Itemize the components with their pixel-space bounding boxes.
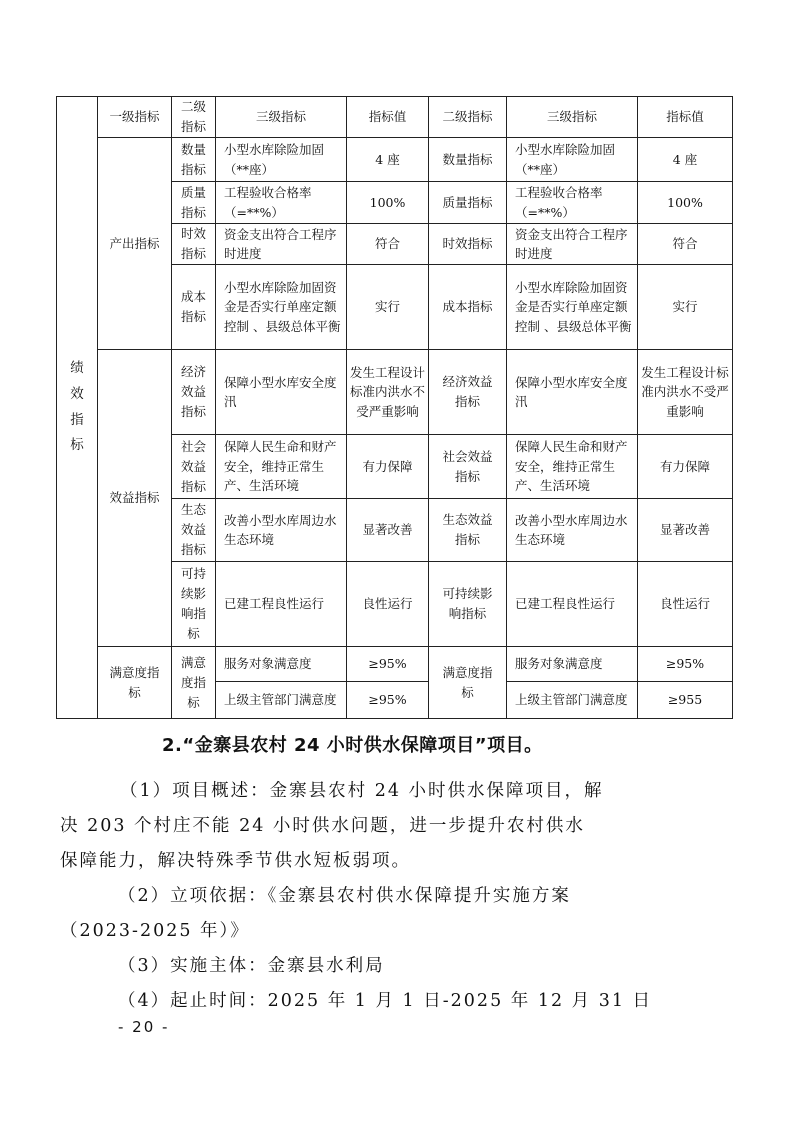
paragraph-line: （2）立项依据：《金寨县农村供水保障提升实施方案 bbox=[118, 886, 571, 906]
level2-a-cell: 时效指标 bbox=[172, 224, 216, 265]
paragraph-basis bbox=[60, 879, 678, 949]
level3-a-cell: 改善小型水库周边水生态环境 bbox=[216, 499, 347, 562]
value-b-cell: 符合 bbox=[638, 224, 733, 265]
value-b-cell: 显著改善 bbox=[638, 499, 733, 562]
level2-a-cell: 社会效益指标 bbox=[172, 435, 216, 499]
page-number: - 20 - bbox=[118, 1018, 170, 1036]
value-a-cell: 100% bbox=[347, 182, 429, 224]
table-row bbox=[57, 350, 733, 435]
value-a-cell: ≥95% bbox=[347, 647, 429, 682]
outer-label: 绩效指标 bbox=[70, 360, 84, 454]
level2-b-cell: 生态效益指标 bbox=[429, 499, 507, 562]
level3-a-cell: 资金支出符合工程序时进度 bbox=[216, 224, 347, 265]
level3-a-cell: 服务对象满意度 bbox=[216, 647, 347, 682]
paragraph-line: 决 203 个村庄不能 24 小时供水问题，进一步提升农村供水 bbox=[60, 816, 585, 836]
level3-a-cell: 小型水库除险加固资金是否实行单座定额控制 、县级总体平衡 bbox=[216, 265, 347, 350]
value-a-cell: 4 座 bbox=[347, 138, 429, 182]
value-a-cell: ≥95% bbox=[347, 682, 429, 719]
paragraph-line: 保障能力，解决特殊季节供水短板弱项。 bbox=[60, 851, 411, 871]
level2-a-cell: 质量指标 bbox=[172, 182, 216, 224]
value-b-cell: 100% bbox=[638, 182, 733, 224]
value-a-cell: 有力保障 bbox=[347, 435, 429, 499]
value-a-cell: 良性运行 bbox=[347, 562, 429, 647]
level2-a-cell: 数量指标 bbox=[172, 138, 216, 182]
level1-cell: 产出指标 bbox=[98, 138, 172, 350]
level3-a-cell: 上级主管部门满意度 bbox=[216, 682, 347, 719]
header-value-b: 指标值 bbox=[638, 97, 733, 138]
level2-b-cell: 社会效益指标 bbox=[429, 435, 507, 499]
header-level3-b: 三级指标 bbox=[507, 97, 638, 138]
level3-b-cell: 上级主管部门满意度 bbox=[507, 682, 638, 719]
level1-cell: 效益指标 bbox=[98, 350, 172, 647]
value-a-cell: 显著改善 bbox=[347, 499, 429, 562]
level2-b-cell: 数量指标 bbox=[429, 138, 507, 182]
header-value-a: 指标值 bbox=[347, 97, 429, 138]
level3-a-cell: 小型水库除险加固（**座） bbox=[216, 138, 347, 182]
level2-b-cell: 可持续影响指标 bbox=[429, 562, 507, 647]
level2-a-cell: 满意度指标 bbox=[172, 647, 216, 719]
table-row bbox=[57, 647, 733, 682]
paragraph-subject bbox=[118, 949, 678, 984]
level2-b-cell: 质量指标 bbox=[429, 182, 507, 224]
performance-indicator-table bbox=[56, 96, 733, 719]
level2-b-cell: 满意度指标 bbox=[429, 647, 507, 719]
level3-b-cell: 小型水库除险加固资金是否实行单座定额控制 、县级总体平衡 bbox=[507, 265, 638, 350]
value-b-cell: 良性运行 bbox=[638, 562, 733, 647]
level2-b-cell: 时效指标 bbox=[429, 224, 507, 265]
level3-b-cell: 保障小型水库安全度汛 bbox=[507, 350, 638, 435]
value-b-cell: ≥955 bbox=[638, 682, 733, 719]
level2-b-cell: 经济效益指标 bbox=[429, 350, 507, 435]
header-level3-a: 三级指标 bbox=[216, 97, 347, 138]
paragraph-overview bbox=[60, 774, 678, 879]
level3-b-cell: 改善小型水库周边水生态环境 bbox=[507, 499, 638, 562]
paragraph-line: （3）实施主体：金寨县水利局 bbox=[118, 956, 385, 976]
table-row bbox=[57, 138, 733, 182]
paragraph-line: （1）项目概述：金寨县农村 24 小时供水保障项目，解 bbox=[120, 781, 604, 801]
value-a-cell: 发生工程设计标准内洪水不受严重影响 bbox=[347, 350, 429, 435]
outer-label-cell bbox=[57, 97, 98, 719]
value-a-cell: 实行 bbox=[347, 265, 429, 350]
level3-b-cell: 小型水库除险加固（**座） bbox=[507, 138, 638, 182]
level3-b-cell: 已建工程良性运行 bbox=[507, 562, 638, 647]
level2-a-cell: 经济效益指标 bbox=[172, 350, 216, 435]
level3-a-cell: 已建工程良性运行 bbox=[216, 562, 347, 647]
paragraph-period bbox=[118, 984, 678, 1019]
value-b-cell: 4 座 bbox=[638, 138, 733, 182]
paragraph-line: （2023-2025 年）》 bbox=[60, 921, 250, 941]
level2-b-cell: 成本指标 bbox=[429, 265, 507, 350]
value-a-cell: 符合 bbox=[347, 224, 429, 265]
level2-a-cell: 生态效益指标 bbox=[172, 499, 216, 562]
level3-b-cell: 资金支出符合工程序时进度 bbox=[507, 224, 638, 265]
level3-b-cell: 工程验收合格率（=**%） bbox=[507, 182, 638, 224]
level3-b-cell: 保障人民生命和财产安全，维持正常生产、生活环境 bbox=[507, 435, 638, 499]
level3-b-cell: 服务对象满意度 bbox=[507, 647, 638, 682]
section-heading: 2.“金寨县农村 24 小时供水保障项目”项目。 bbox=[162, 735, 543, 756]
level3-a-cell: 工程验收合格率（=**%） bbox=[216, 182, 347, 224]
level2-a-cell: 可持续影响指标 bbox=[172, 562, 216, 647]
level2-a-cell: 成本指标 bbox=[172, 265, 216, 350]
value-b-cell: 实行 bbox=[638, 265, 733, 350]
level1-cell: 满意度指标 bbox=[98, 647, 172, 719]
paragraph-line: （4）起止时间：2025 年 1 月 1 日-2025 年 12 月 31 日 bbox=[118, 991, 653, 1011]
header-level2-a: 二级指标 bbox=[172, 97, 216, 138]
level3-a-cell: 保障人民生命和财产安全，维持正常生产、生活环境 bbox=[216, 435, 347, 499]
value-b-cell: 有力保障 bbox=[638, 435, 733, 499]
value-b-cell: ≥95% bbox=[638, 647, 733, 682]
level3-a-cell: 保障小型水库安全度汛 bbox=[216, 350, 347, 435]
header-level1: 一级指标 bbox=[98, 97, 172, 138]
value-b-cell: 发生工程设计标准内洪水不受严重影响 bbox=[638, 350, 733, 435]
header-level2-b: 二级指标 bbox=[429, 97, 507, 138]
